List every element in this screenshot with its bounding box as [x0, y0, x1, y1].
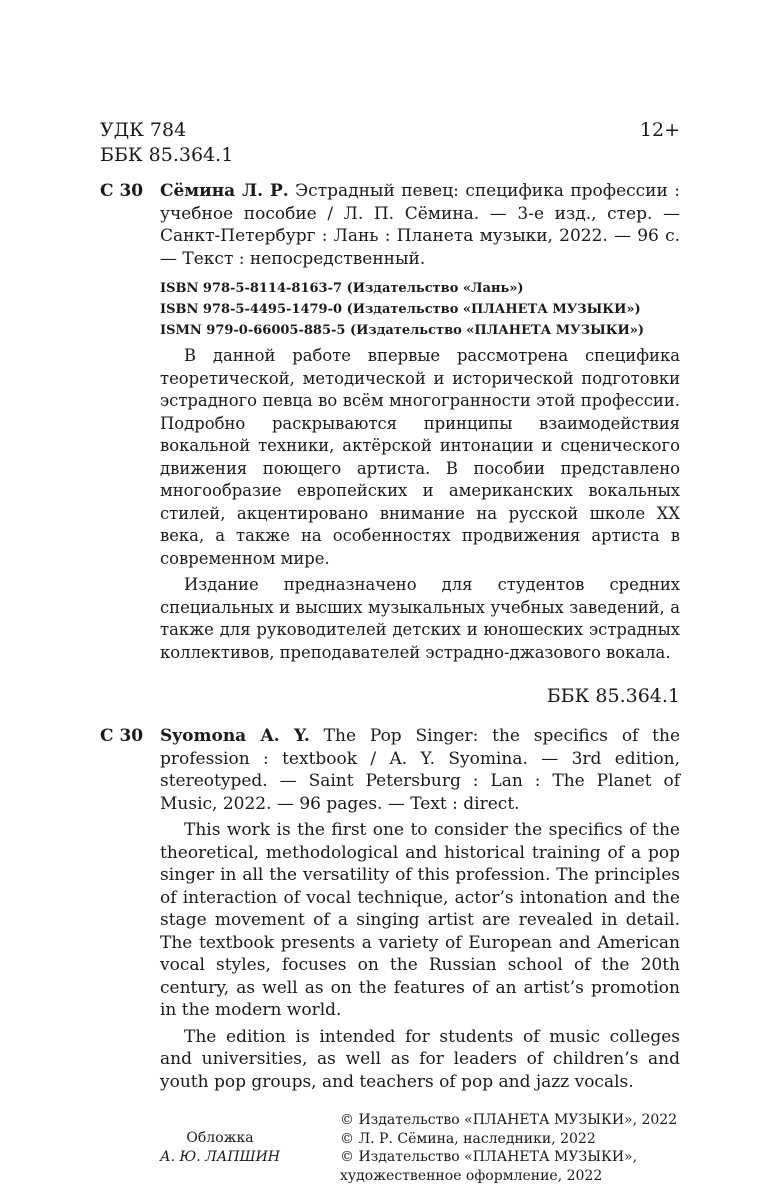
classification-header	[100, 118, 680, 143]
bbk-code: ББК 85.364.1	[100, 144, 234, 166]
bbk-code-right: ББК 85.364.1	[546, 685, 680, 707]
copyright-line: © Издательство «ПЛАНЕТА МУЗЫКИ», художественное оформление, 2022	[340, 1149, 638, 1184]
cover-credit	[100, 1111, 340, 1185]
en-abstract	[160, 819, 680, 1093]
ru-description: Эстрадный певец: специфика профессии : учебное пособие / Л. П. Сёмина. — 3-е изд., стер. — Санкт-Петербург : Лань : Планета музыки, 2022. — 96 с. — Текст : непосредственный.	[160, 181, 681, 269]
copyright-page	[100, 118, 680, 1185]
ru-abstract-paragraph: В данной работе впервые рассмотрена специфика теоретической, методической и исторической подготовки эстрадного певца во всём многогранности этой профессии. Подробно раскрываются принципы взаимодействия вокальной техники, актёрской интонации и сценического движения поющего артиста. В пособии представлено многообразие европейских и американских вокальных стилей, акцентировано внимание на русской школе XX века, а также на особенностях продвижения артиста в современном мире.	[160, 346, 680, 568]
credits-footer	[100, 1111, 680, 1185]
isbn-line: ISBN 978-5-8114-8163-7 (Издательство «Лань»)	[160, 281, 524, 296]
en-abstract-paragraph: The edition is intended for students of music colleges and universities, as well as for leaders of children’s and youth pop groups, and teachers of pop and jazz vocals.	[160, 1026, 680, 1092]
ru-abstract-paragraph: Издание предназначено для студентов средних специальных и высших музыкальных учебных заведений, а также для руководителей детских и юношеских эстрадных коллективов, преподавателей эстрадно-джазового вокала.	[160, 575, 680, 662]
copyright-notices	[340, 1111, 680, 1185]
ru-author: Сёмина Л. Р.	[160, 181, 289, 201]
en-author-sign: С 30	[100, 726, 144, 746]
copyright-line: © Издательство «ПЛАНЕТА МУЗЫКИ», 2022	[340, 1112, 678, 1128]
ru-bibliographic-entry	[100, 180, 680, 270]
en-author: Syomona A. Y.	[160, 726, 310, 746]
isbn-list	[160, 278, 680, 341]
en-abstract-paragraph: This work is the first one to consider the specifics of the theoretical, methodological and historical training of a pop singer in all the versatility of this profession. The principles of interaction of vocal technique, actor’s intonation and the stage movement of a singing artist are revealed in detail. The textbook presents a variety of European and American vocal styles, focuses on the Russian school of the 20th century, as well as on the features of an artist’s promotion in the modern world.	[160, 820, 680, 1020]
cover-artist: А. Ю. ЛАПШИН	[160, 1148, 280, 1165]
en-bibliographic-entry	[100, 725, 680, 815]
ismn-line: ISMN 979-0-66005-885-5 (Издательство «ПЛАНЕТА МУЗЫКИ»)	[160, 323, 645, 338]
ru-abstract	[160, 345, 680, 664]
en-description: The Pop Singer: the specifics of the profession : textbook / A. Y. Syomina. — 3rd edition, stereotyped. — Saint Petersburg : Lan : The Planet of Music, 2022. — 96 pages. — Text : direct.	[160, 726, 680, 814]
ru-author-sign: С 30	[100, 181, 144, 201]
en-entry-body	[160, 725, 680, 815]
ru-entry-body	[160, 180, 680, 270]
cover-label: Обложка	[186, 1130, 254, 1146]
copyright-line: © Л. Р. Сёмина, наследники, 2022	[340, 1130, 596, 1147]
isbn-line: ISBN 978-5-4495-1479-0 (Издательство «ПЛАНЕТА МУЗЫКИ»)	[160, 302, 641, 317]
udk-code: УДК 784	[100, 119, 187, 141]
age-rating: 12+	[639, 119, 680, 141]
